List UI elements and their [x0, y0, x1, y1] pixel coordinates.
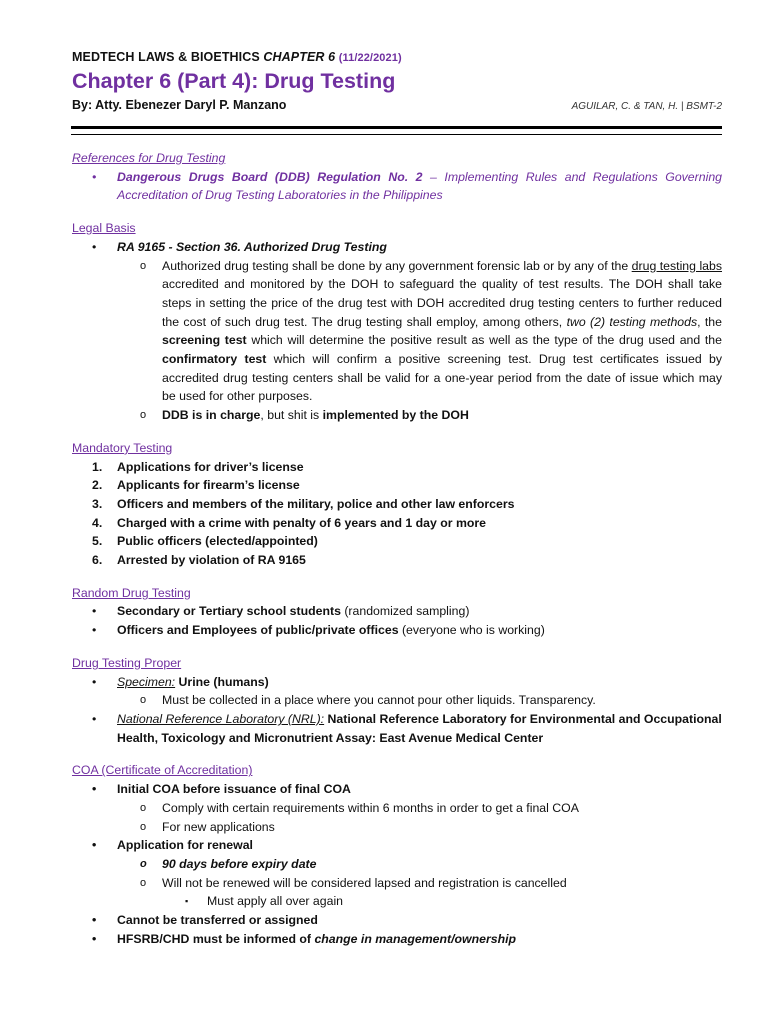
number-marker: 2.: [92, 478, 103, 493]
specimen-label: Specimen:: [117, 674, 176, 689]
number-marker: 4.: [92, 515, 103, 530]
item-text: 90 days before expiry date: [162, 856, 317, 871]
number-marker: 6.: [92, 553, 103, 568]
numbered-item: [72, 514, 722, 533]
numbered-item: [72, 495, 722, 514]
document-body: [72, 149, 722, 948]
list-subitem: [72, 257, 722, 407]
paragraph-text: , the: [697, 314, 722, 329]
list-subitem: [72, 691, 722, 710]
circle-marker: o: [140, 820, 147, 833]
numbered-item: [72, 551, 722, 570]
bullet-marker: •: [92, 674, 97, 689]
item-text: Public officers (elected/appointed): [117, 534, 318, 549]
doh-text: implemented by the DOH: [322, 408, 469, 423]
drug-testing-labs-term: drug testing labs: [631, 258, 722, 273]
students: AGUILAR, C. & TAN, H. | BSMT-2: [571, 101, 722, 112]
section-heading-references: References for Drug Testing: [72, 151, 226, 165]
item-note: (everyone who is working): [398, 623, 545, 638]
list-item: [72, 836, 722, 855]
item-text: Must be collected in a place where you cannot pour other liquids. Transparency.: [162, 693, 596, 708]
section-heading-coa: COA (Certificate of Accreditation): [72, 763, 253, 778]
item-text: Will not be renewed will be considered lapsed and registration is cancelled: [162, 875, 567, 890]
item-text: Charged with a crime with penalty of 6 years and 1 day or more: [117, 515, 487, 530]
nrl-value: National Reference Laboratory for Environmental and Occupational Health, Toxicology and Micronutrient Assay: East Avenue Medical Center: [117, 711, 722, 745]
list-subsubitem: [72, 892, 722, 911]
testing-methods-term: two (2) testing methods: [566, 314, 698, 329]
screening-test-term: screening test: [162, 333, 247, 348]
list-item: [72, 673, 722, 692]
bullet-marker: •: [92, 239, 97, 254]
byline: [72, 98, 722, 112]
bullet-marker: •: [92, 604, 97, 619]
paragraph-text: which will determine the positive result as well as the type of the drug used and the: [246, 333, 722, 348]
item-text: Comply with certain requirements within 6 months in order to get a final COA: [162, 800, 579, 815]
list-subitem: [72, 406, 722, 425]
course-name: MEDTECH LAWS & BIOETHICS: [72, 50, 260, 64]
paragraph-text: which will confirm a positive screening test. Drug test certificates issued by accredited drug testing centers shall be valid for a one-year period from the date of issue which may be used for other purposes.: [162, 352, 722, 404]
lecture-date: (11/22/2021): [338, 52, 402, 64]
section-heading-mandatory: Mandatory Testing: [72, 440, 173, 455]
circle-marker: o: [140, 801, 147, 814]
nrl-label: National Reference Laboratory (NRL):: [117, 711, 325, 726]
list-item: [72, 930, 722, 949]
square-marker: ▪: [185, 896, 189, 907]
circle-marker: o: [140, 876, 147, 889]
bullet-marker: •: [92, 913, 97, 928]
circle-marker: o: [140, 857, 147, 870]
list-item: [72, 621, 722, 640]
circle-marker: o: [140, 694, 147, 707]
regulation-title: Dangerous Drugs Board (DDB) Regulation No. 2: [117, 169, 423, 184]
item-text: For new applications: [162, 819, 275, 834]
item-note: (randomized sampling): [340, 604, 470, 619]
numbered-item: [72, 476, 722, 495]
numbered-item: [72, 458, 722, 477]
list-subitem: [72, 874, 722, 893]
paragraph-text: accredited and monitored by the DOH to safeguard the quality of test results. The DOH shall take steps in setting the price of the drug test with DOH accredited drug testing centers to further reduced the cost of such drug test. The drug testing shall employ, among others,: [162, 277, 722, 329]
bullet-marker: •: [92, 169, 97, 184]
list-item: [72, 602, 722, 621]
bullet-marker: •: [92, 782, 97, 797]
list-subitem: [72, 818, 722, 837]
paragraph-text: Authorized drug testing shall be done by any government forensic lab or by any of the: [162, 258, 632, 273]
regulation-description: – Implementing Rules and Regulations Governing Accreditation of Drug Testing Laboratories in the Philippines: [117, 169, 722, 203]
list-item: [72, 780, 722, 799]
confirmatory-test-term: confirmatory test: [162, 352, 267, 367]
specimen-value: Urine (humans): [175, 674, 269, 689]
number-marker: 3.: [92, 496, 103, 511]
item-text: HFSRB/CHD must be informed of: [117, 931, 315, 946]
circle-marker: o: [140, 409, 147, 422]
law-citation: RA 9165 - Section 36. Authorized Drug Testing: [117, 239, 387, 254]
list-item: [72, 911, 722, 930]
item-text: Must apply all over again: [207, 894, 344, 909]
chapter-label: CHAPTER 6: [263, 50, 336, 64]
item-text: Application for renewal: [117, 838, 253, 853]
ddb-text: DDB is in charge: [162, 408, 261, 423]
list-subitem: [72, 855, 722, 874]
item-text: Initial COA before issuance of final COA: [117, 782, 351, 797]
section-heading-legal-basis: Legal Basis: [72, 221, 136, 236]
item-text: Applicants for firearm’s license: [117, 478, 300, 493]
item-text: Arrested by violation of RA 9165: [117, 553, 306, 568]
header-divider: [71, 126, 722, 135]
list-subitem: [72, 799, 722, 818]
bullet-marker: •: [92, 931, 97, 946]
circle-marker: o: [140, 259, 147, 272]
page-title: Chapter 6 (Part 4): Drug Testing: [72, 69, 396, 93]
ddb-text: , but shit is: [260, 408, 323, 423]
item-text: Cannot be transferred or assigned: [117, 913, 318, 928]
author: By: Atty. Ebenezer Daryl P. Manzano: [72, 98, 287, 112]
list-item: [72, 710, 722, 747]
item-text: Officers and Employees of public/private offices: [117, 623, 399, 638]
list-item: [72, 238, 722, 257]
bullet-marker: •: [92, 711, 97, 726]
item-text: Secondary or Tertiary school students: [117, 604, 341, 619]
section-heading-random: Random Drug Testing: [72, 585, 191, 600]
course-header: [72, 50, 722, 64]
list-item: [72, 168, 722, 205]
bullet-marker: •: [92, 838, 97, 853]
item-text: Applications for driver’s license: [117, 459, 304, 474]
bullet-marker: •: [92, 623, 97, 638]
numbered-item: [72, 532, 722, 551]
number-marker: 5.: [92, 534, 103, 549]
number-marker: 1.: [92, 459, 103, 474]
section-heading-proper: Drug Testing Proper: [72, 655, 182, 670]
item-text: Officers and members of the military, police and other law enforcers: [117, 496, 515, 511]
item-emphasis: change in management/ownership: [314, 931, 517, 946]
